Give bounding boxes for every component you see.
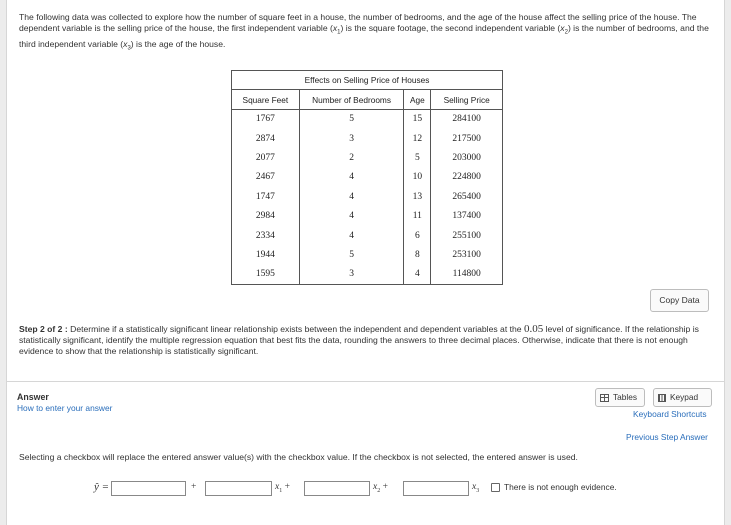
table-cell: 2334 xyxy=(232,226,300,245)
column-header: Selling Price xyxy=(431,90,503,110)
table-cell: 5 xyxy=(299,245,404,264)
table-cell: 253100 xyxy=(431,245,503,264)
data-table xyxy=(231,89,503,285)
table-row xyxy=(232,148,503,167)
table-cell: 203000 xyxy=(431,148,503,167)
table-row xyxy=(232,168,503,187)
table-cell: 4 xyxy=(299,168,404,187)
table-row xyxy=(232,245,503,264)
table-header-row xyxy=(232,90,503,110)
x3-sub: 3 xyxy=(476,487,480,494)
y-hat-label: ŷ = xyxy=(94,481,110,493)
table-cell: 2467 xyxy=(232,168,300,187)
intro-text: The following data was collected to explore how the number of square feet in a house, the number of bedrooms, and the age of the house affect the selling price of the house. The dependent variable is the selling price of the house, the first independent variable ( xyxy=(19,12,697,33)
x2-coefficient-input[interactable] xyxy=(304,481,370,496)
keypad-icon xyxy=(658,394,666,402)
table-cell: 217500 xyxy=(431,129,503,148)
table-cell: 12 xyxy=(404,129,431,148)
column-header: Square Feet xyxy=(232,90,300,110)
var-x3: x xyxy=(123,38,128,49)
table-cell: 2077 xyxy=(232,148,300,167)
table-cell: 4 xyxy=(299,226,404,245)
x1-term xyxy=(275,482,290,494)
x3-coefficient-input[interactable] xyxy=(403,481,469,496)
table-row xyxy=(232,265,503,285)
table-cell: 11 xyxy=(404,206,431,225)
table-cell: 3 xyxy=(299,265,404,285)
checkbox-note: Selecting a checkbox will replace the entered answer value(s) with the checkbox value. If the checkbox is not selected, the entered answer is used. xyxy=(19,452,578,462)
table-cell: 255100 xyxy=(431,226,503,245)
x3-term xyxy=(472,482,479,494)
copy-data-button[interactable]: Copy Data xyxy=(650,289,709,312)
plus-sign: + xyxy=(382,482,388,492)
table-row xyxy=(232,226,503,245)
table-cell: 2984 xyxy=(232,206,300,225)
step-instructions xyxy=(19,324,714,357)
regression-equation xyxy=(7,480,726,500)
keypad-button[interactable] xyxy=(653,388,712,407)
table-cell: 4 xyxy=(299,187,404,206)
table-cell: 284100 xyxy=(431,110,503,129)
x1-coefficient-input[interactable] xyxy=(205,481,272,496)
table-cell: 10 xyxy=(404,168,431,187)
x2-sub: 2 xyxy=(377,487,381,494)
intro-text: ) is the age of the house. xyxy=(130,38,226,49)
table-cell: 1747 xyxy=(232,187,300,206)
keypad-button-label: Keypad xyxy=(670,392,699,402)
section-divider xyxy=(7,381,724,382)
table-cell: 6 xyxy=(404,226,431,245)
table-cell: 2 xyxy=(299,148,404,167)
table-cell: 3 xyxy=(299,129,404,148)
significance-level: 0.05 xyxy=(523,323,544,335)
var-x1-sub: 1 xyxy=(337,29,341,36)
x3-var: x xyxy=(472,482,477,492)
previous-step-answer-link[interactable]: Previous Step Answer xyxy=(626,432,708,442)
table-cell: 265400 xyxy=(431,187,503,206)
not-enough-evidence-checkbox[interactable] xyxy=(491,483,500,492)
table-cell: 224800 xyxy=(431,168,503,187)
table-row xyxy=(232,110,503,129)
tables-button-label: Tables xyxy=(613,392,637,402)
var-x2-sub: 2 xyxy=(564,29,568,36)
step-text: level of significance. If the relationship is statistically significant, identify the multiple regression equation that best fits the data, rounding the answers to three decimal places. Otherwise, indicate that there is not enough evidence to show that the relationship is statistically significant. xyxy=(19,324,699,356)
table-cell: 5 xyxy=(404,148,431,167)
not-enough-evidence-label[interactable]: There is not enough evidence. xyxy=(504,482,617,492)
table-cell: 8 xyxy=(404,245,431,264)
intercept-input[interactable] xyxy=(111,481,186,496)
step-text: Determine if a statistically significant linear relationship exists between the independent and dependent variables at the xyxy=(67,324,524,334)
table-row xyxy=(232,187,503,206)
plus-sign: + xyxy=(284,482,290,492)
step-label: Step 2 of 2 : xyxy=(19,324,68,334)
tables-button[interactable] xyxy=(595,388,645,407)
x2-term xyxy=(373,482,388,494)
table-cell: 1944 xyxy=(232,245,300,264)
table-cell: 4 xyxy=(299,206,404,225)
table-cell: 114800 xyxy=(431,265,503,285)
table-cell: 137400 xyxy=(431,206,503,225)
table-row xyxy=(232,206,503,225)
intro-text: ) is the square footage, the second independent variable ( xyxy=(340,23,561,33)
question-card xyxy=(6,0,725,525)
column-header: Number of Bedrooms xyxy=(299,90,404,110)
how-to-enter-link[interactable]: How to enter your answer xyxy=(17,403,113,413)
table-icon xyxy=(600,394,609,402)
answer-heading: Answer xyxy=(17,392,49,402)
column-header: Age xyxy=(404,90,431,110)
plus-sign: + xyxy=(191,482,197,492)
table-cell: 13 xyxy=(404,187,431,206)
question-intro xyxy=(19,12,709,54)
table-cell: 5 xyxy=(299,110,404,129)
table-cell: 1767 xyxy=(232,110,300,129)
table-cell: 1595 xyxy=(232,265,300,285)
x2-var: x xyxy=(373,482,378,492)
x1-var: x xyxy=(275,482,280,492)
var-x3-sub: 3 xyxy=(127,45,131,52)
table-cell: 4 xyxy=(404,265,431,285)
table-row xyxy=(232,129,503,148)
intro-text: ) is the number of bedrooms, and the third independent variable ( xyxy=(19,23,709,49)
table-cell: 2874 xyxy=(232,129,300,148)
var-x2: x xyxy=(560,23,565,33)
var-x1: x xyxy=(332,23,338,33)
table-cell: 15 xyxy=(404,110,431,129)
x1-sub: 1 xyxy=(279,487,283,494)
keyboard-shortcuts-link[interactable]: Keyboard Shortcuts xyxy=(633,409,707,419)
table-title: Effects on Selling Price of Houses xyxy=(231,70,503,89)
